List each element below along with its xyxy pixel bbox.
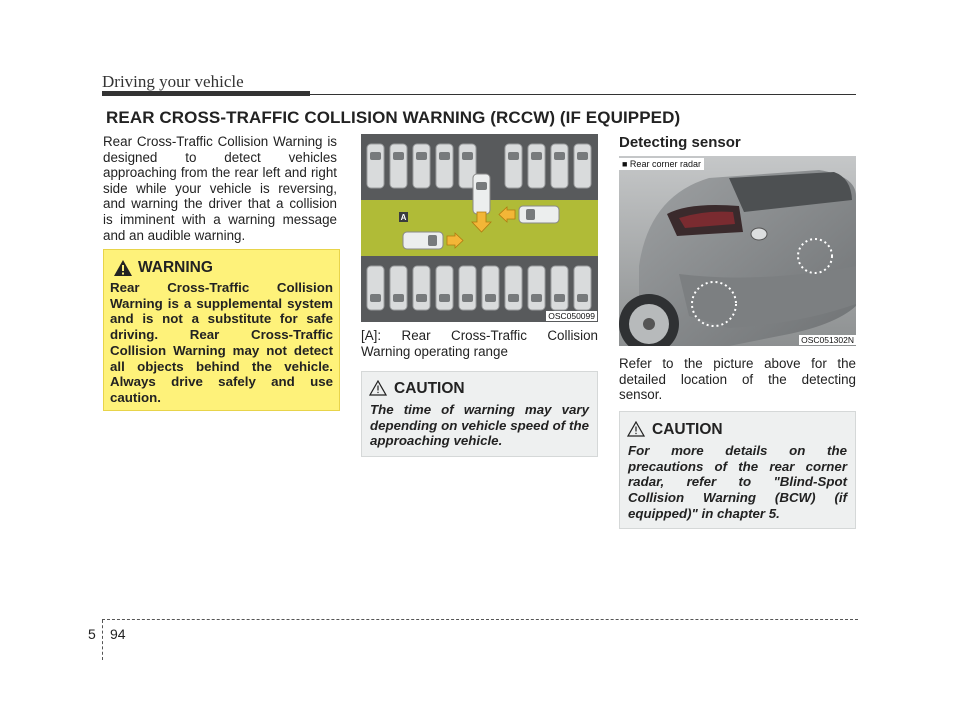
caution-title: CAUTION	[652, 421, 723, 438]
rear-radar-illustration	[619, 156, 856, 346]
header-rule-thick	[102, 91, 310, 96]
section-title: REAR CROSS-TRAFFIC COLLISION WARNING (RCCW) (IF EQUIPPED)	[106, 108, 681, 127]
header-rule-thin	[310, 94, 856, 95]
caution-box	[619, 411, 856, 529]
rccw-range-illustration	[361, 134, 598, 322]
figure-code: OSC051302N	[801, 335, 854, 345]
sensor-heading: Detecting sensor	[619, 134, 741, 151]
sensor-paragraph: Refer to the picture above for the detailed location of the detecting sensor.	[619, 356, 856, 403]
figure-caption: [A]: Rear Cross-Traffic Collision Warning operating range	[361, 328, 598, 359]
radar-legend: ■ Rear corner radar	[619, 158, 704, 170]
footer-divider	[102, 620, 103, 660]
caution-triangle-icon	[369, 380, 387, 396]
caution-box	[361, 371, 598, 457]
figure-code: OSC050099	[548, 311, 595, 321]
range-marker: A	[400, 213, 407, 222]
warning-triangle-icon	[113, 259, 133, 277]
caution-text: The time of warning may vary depending on vehicle speed of the approaching vehicle.	[370, 402, 589, 449]
caution-text: For more details on the precautions of the rear corner radar, refer to "Blind-Spot Collision Warning (BCW) (if equipped)" in chapter 5.	[628, 443, 847, 521]
parking-lot-image	[361, 134, 598, 322]
chapter-number: 5	[88, 626, 96, 642]
page-number: 94	[110, 626, 126, 642]
caution-title: CAUTION	[394, 380, 465, 397]
running-header: Driving your vehicle	[102, 72, 244, 91]
caution-triangle-icon	[627, 421, 645, 437]
rear-car-image	[619, 156, 856, 346]
intro-paragraph: Rear Cross-Traffic Collision Warning is designed to detect vehicles approaching from the rear left and right side while your vehicle is reversing, and warning the driver that a collision is imminent with a warning message and an audible warning.	[103, 134, 337, 243]
warning-title: WARNING	[138, 259, 213, 276]
warning-text: Rear Cross-Traffic Collision Warning is a supplemental system and is not a substitute for safe driving. Rear Cross-Traffic Collision Warning may not detect all objects behind the vehicle. Always drive safely and use caution.	[110, 280, 333, 405]
footer-rule	[102, 619, 858, 620]
approaching-car-right	[519, 206, 559, 223]
reversing-car	[473, 174, 490, 214]
